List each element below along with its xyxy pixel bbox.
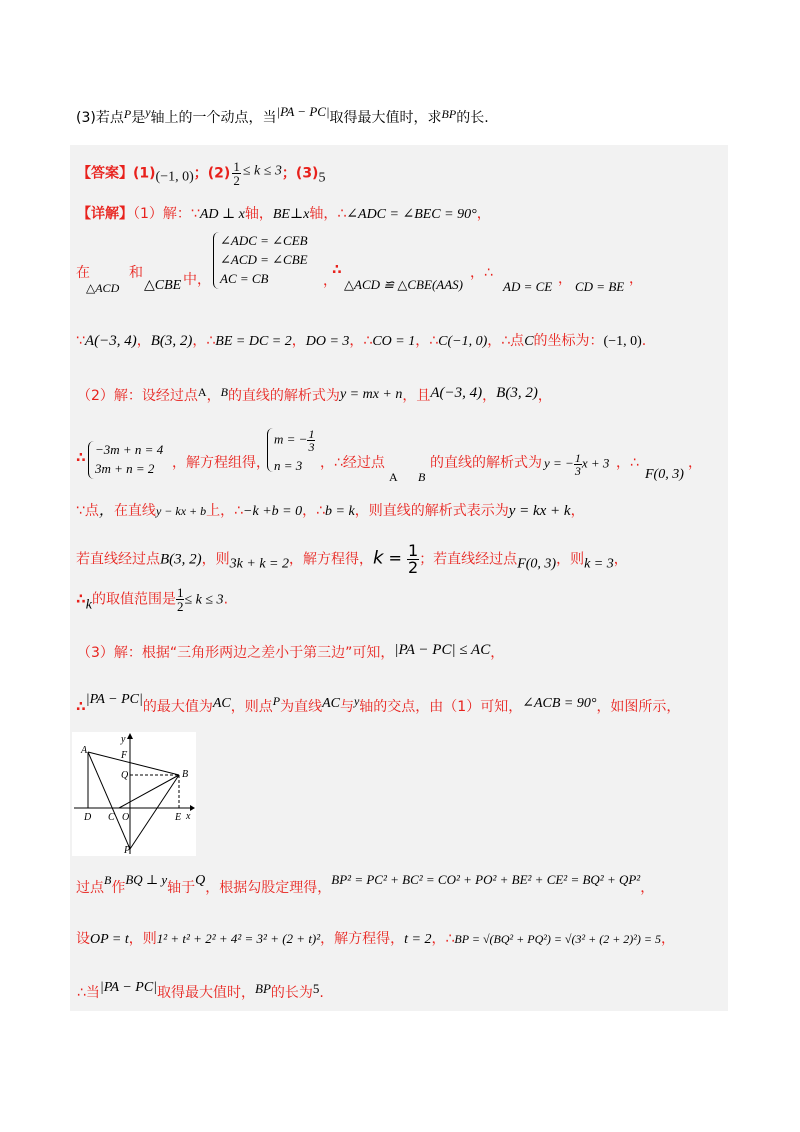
math: A(−3, 4) (84, 333, 137, 349)
text: 的直线的解析式为 (430, 455, 542, 471)
math: △CBE (144, 278, 182, 293)
math-bp: BP (441, 107, 457, 121)
math: BQ ⊥ y (125, 872, 168, 887)
text: ，∴ (431, 931, 455, 947)
math: Q (195, 873, 206, 888)
fraction-numerator: 1 (176, 585, 184, 600)
text: ，则直线的解析式表示为 (354, 503, 509, 519)
text: 的直线的解析式为 (227, 388, 340, 404)
math: CD = BE (575, 279, 625, 294)
math: B (220, 385, 228, 399)
answer-value: 5 (318, 170, 326, 186)
text: ；若直线经过点 (419, 551, 518, 568)
question-text: (3)若点 (76, 110, 124, 126)
text: ， (490, 645, 505, 661)
detail-line-11 (76, 872, 654, 897)
text: ，∴ (616, 455, 639, 471)
text: ， (136, 333, 151, 349)
math: ≤ k ≤ 3 (184, 592, 224, 608)
math: C(−1, 0) (438, 334, 488, 349)
answer-line (77, 160, 325, 187)
line-equation (544, 452, 609, 477)
answer-value: (−1, 0) (155, 169, 194, 185)
text: （1）解：∵ (133, 206, 200, 222)
text: ， (570, 503, 585, 519)
math: P (272, 694, 281, 708)
detail-line-4 (77, 385, 552, 405)
detail-line-8 (76, 586, 228, 614)
detail-line-13 (77, 980, 324, 1002)
label-p: P (124, 845, 131, 856)
label-f: F (121, 750, 128, 761)
math: BP = √(BQ² + PQ²) = √(3² + (2 + 2)²) = 5 (454, 932, 661, 946)
math: y − kx + b (155, 504, 207, 518)
text: ，∴ (192, 333, 216, 349)
math: |PA − PC| (99, 980, 158, 995)
detail-line-1 (77, 203, 491, 223)
math: 5 (312, 981, 320, 996)
text: ，则 (556, 551, 585, 568)
math: CO = 1 (372, 334, 416, 349)
text: ，且 (402, 388, 431, 404)
text: . (319, 985, 324, 1001)
text: 的长为 (270, 985, 313, 1001)
text: 中， (183, 272, 211, 288)
question-text: 是 (131, 110, 146, 126)
fraction-denominator: 2 (233, 173, 240, 188)
math: ∠ADC = ∠BEC = 90° (346, 207, 477, 222)
text: 作 (111, 880, 126, 896)
text: ， (482, 388, 497, 404)
detail-line-3 (76, 330, 646, 350)
label-b: B (182, 769, 189, 780)
detail-line-7 (76, 543, 628, 576)
detail-line-10 (76, 692, 680, 716)
system-row: AC = CB (220, 270, 269, 286)
text: 在直线 (113, 503, 156, 519)
math: |PA − PC| (85, 692, 143, 707)
text: ， (206, 388, 221, 404)
text: ∴ (76, 591, 86, 608)
text: 的最大值为 (142, 699, 213, 715)
math: △ACD ≌ △CBE(AAS) (344, 277, 463, 292)
fraction (407, 543, 419, 576)
label-q: Q (121, 770, 129, 781)
math: C (524, 334, 534, 349)
math: |PA − PC| ≤ AC (394, 642, 491, 658)
text: ， (558, 271, 572, 287)
math: −k +b = 0 (243, 504, 303, 519)
math: ∠ACB = 90° (522, 696, 597, 711)
fraction-numerator: 1 (408, 541, 419, 560)
answer-part: (1) (133, 165, 156, 182)
answer-fraction (232, 160, 241, 187)
text: ， (640, 880, 655, 896)
system-row: −3m + n = 4 (95, 442, 164, 457)
text: 和 (129, 265, 143, 281)
text: 轴， (244, 206, 273, 222)
math: AD ⊥ x (199, 207, 245, 222)
math: b = k (325, 504, 355, 519)
text: 若直线经过点 (76, 551, 160, 568)
equation-system (213, 232, 308, 289)
math: y = kx + k (508, 503, 571, 519)
text: ，则 (201, 551, 230, 568)
system-row: 3m + n = 2 (95, 460, 155, 476)
text: ，则点 (230, 699, 273, 715)
text: ， (323, 273, 337, 289)
math: A(−3, 4) (430, 385, 483, 401)
text: 上，∴ (206, 503, 244, 519)
math: BP² = PC² + BC² = CO² + PO² + BE² + CE² = BQ² + QP² (331, 872, 641, 887)
math: DO = 3 (305, 334, 350, 349)
text: 与 (339, 699, 354, 715)
text: ，∴ (470, 265, 493, 281)
math: F(0, 3) (517, 556, 557, 572)
math: OP = t (90, 932, 129, 947)
math-y: y (145, 105, 151, 119)
text: ， (688, 455, 702, 471)
answer-part: ；(3) (281, 165, 319, 182)
fraction-denominator: 3 (308, 440, 315, 454)
question-text: 轴上的一个动点，当 (150, 110, 277, 126)
text: ， (660, 931, 675, 947)
math: = (383, 548, 407, 568)
math: AD = CE (503, 279, 553, 294)
fraction-denominator: 2 (176, 599, 184, 614)
geometry-figure (72, 732, 196, 856)
text: （2）解：设经过点 (77, 388, 198, 404)
math-p: P (123, 107, 132, 121)
math: AC (322, 696, 340, 711)
math: x + 3 (581, 455, 610, 471)
text: ， (291, 333, 306, 349)
math: B (104, 873, 112, 887)
math-abs-expr: |PA − PC| (276, 104, 330, 119)
math: F(0, 3) (645, 467, 684, 482)
math: B(3, 2) (496, 385, 538, 401)
text: ，根据勾股定理得， (205, 880, 332, 896)
math: △ACD (86, 281, 120, 295)
math: m = − (274, 431, 308, 447)
text: ，∴ (349, 333, 373, 349)
fraction-numerator: 1 (233, 159, 240, 174)
detail-line-12 (76, 928, 675, 948)
math: AC (212, 696, 231, 711)
text: ，∴经过点 (320, 455, 385, 471)
text: ， (537, 388, 552, 404)
math: A (389, 470, 398, 484)
text: ，则 (128, 931, 157, 947)
text: 轴，∴ (309, 206, 347, 222)
text: 在 (76, 265, 90, 281)
answer-value: ≤ k ≤ 3 (242, 163, 282, 179)
text: 的坐标为： (533, 333, 604, 349)
math: k (85, 597, 92, 613)
math: B(3, 2) (160, 551, 202, 568)
solution-system (267, 428, 315, 472)
text: . (223, 591, 229, 608)
math: y = mx + n (339, 387, 403, 402)
label-o: O (122, 812, 130, 823)
math: 3k + k = 2 (229, 556, 289, 572)
fraction-numerator: 1 (574, 451, 581, 465)
math: (−1, 0) (603, 334, 642, 349)
text: ， (629, 271, 643, 287)
math: t = 2 (404, 932, 432, 947)
system-row: n = 3 (274, 458, 303, 473)
text: ，如图所示， (596, 699, 681, 715)
text: ，∴ (415, 333, 439, 349)
text: . (641, 333, 647, 349)
fraction-numerator: 1 (308, 427, 315, 441)
detail-line-9 (77, 642, 504, 662)
text: ∴ (332, 262, 342, 278)
label-e: E (175, 812, 182, 823)
math: k (372, 547, 384, 569)
math: y (353, 694, 360, 708)
math: BE⊥x (272, 207, 310, 222)
fraction-denominator: 3 (574, 464, 581, 478)
label-x: x (186, 811, 191, 822)
text: 轴于 (167, 880, 196, 896)
text: 为直线 (280, 699, 323, 715)
fraction (307, 428, 315, 453)
text: ，解方程得， (320, 931, 405, 947)
text: ∴ (76, 450, 86, 466)
figure-background (72, 732, 196, 856)
answer-part: ；(2) (193, 165, 231, 182)
system-row: ∠ACD = ∠CBE (220, 251, 308, 267)
math: B(3, 2) (150, 333, 193, 349)
math: 1² + t² + 2² + 4² = 3² + (2 + t)² (156, 931, 321, 946)
label-a: A (81, 745, 88, 756)
question-text: 取得最大值时，求 (329, 110, 442, 126)
text: ，∴点 (487, 333, 525, 349)
fraction (574, 452, 582, 477)
text: ， (613, 551, 628, 568)
text: ， (476, 206, 491, 222)
text: 轴的交点，由（1）可知， (359, 699, 523, 715)
detail-label: 【详解】 (77, 206, 133, 222)
text: 的取值范围是 (91, 591, 176, 608)
label-d: D (84, 812, 92, 823)
math: k = 3 (584, 556, 614, 572)
text: ∵点 (76, 503, 99, 519)
label-y: y (121, 734, 126, 745)
text: ∴ (76, 699, 86, 715)
text: ，解方程得， (288, 551, 373, 568)
math: y = − (544, 455, 574, 471)
math: BP (255, 981, 271, 996)
math: B (418, 470, 426, 484)
text: ∵ (76, 333, 85, 349)
text: 过点 (76, 880, 104, 896)
answer-label: 【答案】 (77, 165, 133, 182)
math: A (197, 385, 207, 399)
text: ，解方程组得， (172, 455, 270, 471)
text: ∴当 (77, 985, 100, 1001)
label-c: C (108, 812, 115, 823)
system-row: ∠ADC = ∠CEB (220, 233, 308, 248)
question-line (76, 104, 489, 127)
question-text: 的长. (456, 110, 489, 126)
math: ， (98, 503, 114, 519)
detail-line-6 (76, 499, 585, 520)
text: 取得最大值时， (157, 985, 256, 1001)
math: BE = DC = 2 (215, 334, 292, 349)
text: （3）解：根据“三角形两边之差小于第三边”可知， (77, 645, 395, 661)
fraction-denominator: 2 (408, 558, 419, 577)
equation-system (88, 441, 163, 479)
text: ，∴ (302, 503, 326, 519)
text: 设 (76, 931, 90, 947)
